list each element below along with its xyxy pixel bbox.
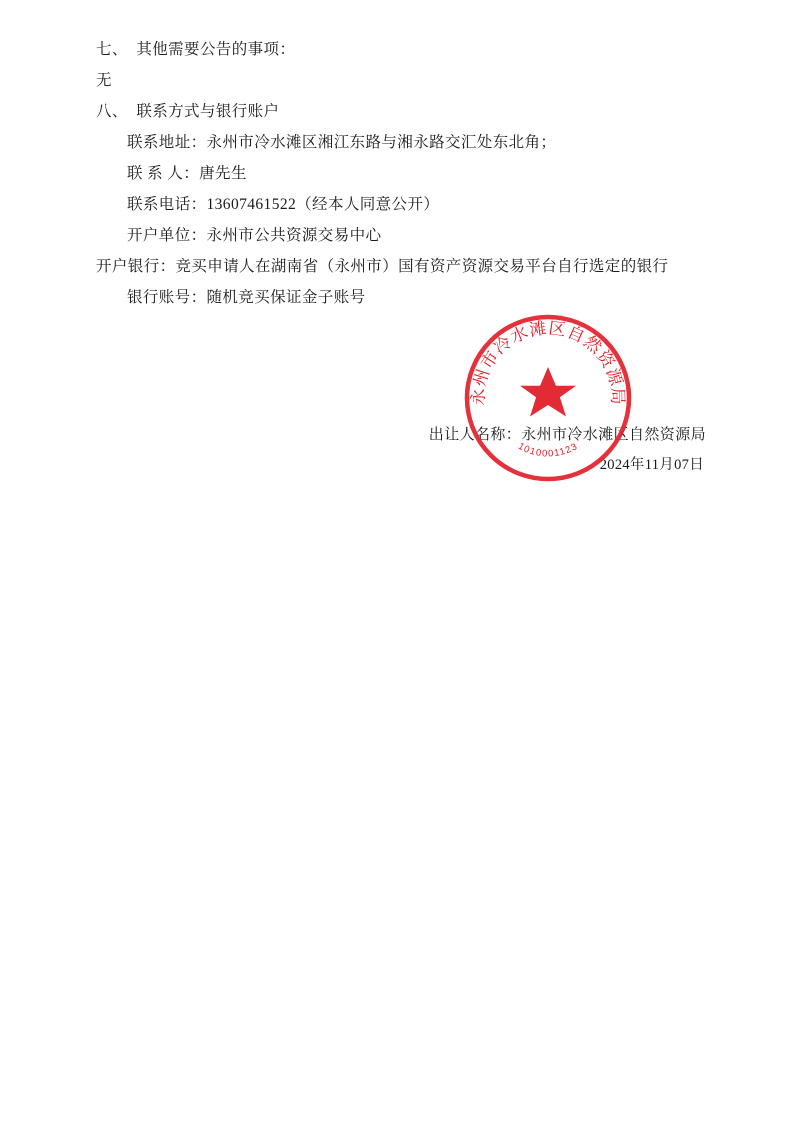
signature-date: 2024年11月07日	[599, 457, 704, 473]
paragraph-section-8-heading: 八、 联系方式与银行账户	[96, 103, 280, 120]
seal-code-text: 1010001123	[516, 440, 580, 460]
paragraph-section-7-body: 无	[96, 72, 112, 89]
paragraph-contact-address: 联系地址：永州市冷水滩区湘江东路与湘永路交汇处东北角；	[127, 134, 557, 151]
seal-star-icon	[520, 367, 576, 417]
transferor-name: 出让人名称：永州市冷水滩区自然资源局	[428, 427, 706, 443]
paragraph-contact-phone: 联系电话：13607461522（经本人同意公开）	[127, 196, 440, 213]
paragraph-account-unit: 开户单位：永州市公共资源交易中心	[127, 227, 382, 244]
paragraph-account-number: 银行账号：随机竞买保证金子账号	[127, 289, 366, 306]
paragraph-contact-person: 联 系 人：唐先生	[127, 165, 247, 182]
svg-text:永州市冷水滩区自然资源局	[469, 319, 627, 406]
document-body	[96, 34, 706, 313]
signature-block	[96, 420, 706, 480]
paragraph-account-bank: 开户银行：竞买申请人在湖南省（永州市）国有资产资源交易平台自行选定的银行	[96, 258, 669, 275]
seal-arc-text: 永州市冷水滩区自然资源局	[468, 318, 628, 406]
paragraph-section-7-heading: 七、 其他需要公告的事项：	[96, 41, 296, 58]
